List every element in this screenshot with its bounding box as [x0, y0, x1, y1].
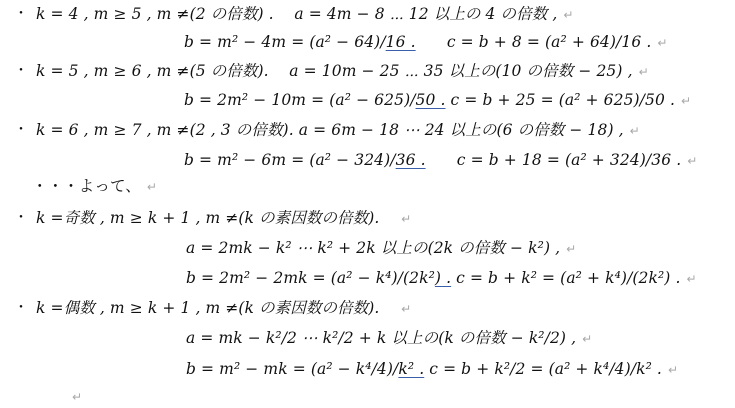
formula-text: k = 5 , m ≥ 6 , m ≠(5 の倍数). a = 10m − 25 ⋯ 35 以上の(10 の倍数 − 25) ,	[36, 62, 633, 80]
paragraph-mark: ↵	[146, 180, 158, 194]
formula-line-k-odd	[36, 208, 411, 229]
formula-line-k4-bc	[184, 32, 668, 53]
paragraph-mark: ↵	[686, 272, 697, 286]
formula-text: k =偶数 , m ≥ k + 1 , m ≠(k の素因数の倍数).	[36, 299, 396, 317]
formula-text: b = 2m² − 10m = (a² − 625)/	[184, 91, 416, 109]
paragraph-mark: ↵	[629, 124, 640, 138]
formula-line-k-odd-bc	[186, 268, 697, 289]
formula-line-k4	[36, 4, 574, 25]
formula-text: c = b + 8 = (a² + 64)/16 .	[415, 33, 652, 51]
formula-line-k-odd-a	[186, 238, 576, 259]
conclusion-text: ・・・よって、	[32, 177, 141, 195]
formula-line-k-even	[36, 298, 411, 319]
formula-text: c = b + k² = (a² + k⁴)/(2k²) .	[451, 269, 681, 287]
formula-line-k6-bc	[184, 150, 697, 171]
bullet: ・	[14, 6, 28, 22]
formula-text: k = 4 , m ≥ 5 , m ≠(2 の倍数) . a = 4m − 8 ⋯ 12 以上の 4 の倍数 ,	[36, 5, 558, 23]
underlined-term: 16 .	[385, 33, 416, 51]
formula-text: a = 2mk − k² ⋯ k² + 2k 以上の(2k の倍数 − k²) ,	[186, 239, 561, 257]
formula-text: k =奇数 , m ≥ k + 1 , m ≠(k の素因数の倍数).	[36, 209, 396, 227]
paragraph-mark: ↵	[566, 242, 577, 256]
bullet: ・	[14, 210, 28, 226]
formula-line-k5	[36, 61, 649, 82]
paragraph-mark: ↵	[401, 212, 412, 226]
underlined-term: 50 .	[415, 91, 446, 109]
bullet: ・	[14, 63, 28, 79]
underlined-term: ) .	[434, 269, 452, 287]
formula-line-k-even-bc	[186, 359, 678, 380]
paragraph-mark: ↵	[667, 363, 679, 377]
underlined-term: k² .	[398, 360, 425, 378]
formula-line-k-even-a	[186, 328, 592, 349]
paragraph-mark: ↵	[72, 390, 83, 404]
underlined-term: 36 .	[395, 151, 426, 169]
bullet: ・	[14, 122, 28, 138]
formula-text: c = b + k²/2 = (a² + k⁴/4)/k² .	[424, 360, 662, 378]
formula-text: b = m² − 4m = (a² − 64)/	[184, 33, 386, 51]
formula-text: b = 2m² − 2mk = (a² − k⁴)/(2k²	[186, 269, 435, 287]
formula-text: b = m² − mk = (a² − k⁴/4)/	[186, 360, 399, 378]
paragraph-mark: ↵	[563, 8, 574, 22]
formula-line-k5-bc	[184, 90, 691, 111]
formula-text: c = b + 25 = (a² + 625)/50 .	[445, 91, 675, 109]
paragraph-mark: ↵	[687, 154, 698, 168]
formula-text: a = mk − k²/2 ⋯ k²/2 + k 以上の(k の倍数 − k²/2) ,	[186, 329, 577, 347]
conclusion-line	[32, 176, 157, 197]
bullet: ・	[14, 300, 28, 316]
formula-text: k = 6 , m ≥ 7 , m ≠(2 , 3 の倍数). a = 6m − 18 ⋯ 24 以上の(6 の倍数 − 18) ,	[36, 121, 624, 139]
paragraph-mark: ↵	[582, 332, 593, 346]
formula-text: b = m² − 6m = (a² − 324)/	[184, 151, 396, 169]
paragraph-mark: ↵	[638, 65, 649, 79]
paragraph-mark: ↵	[657, 36, 668, 50]
paragraph-mark: ↵	[401, 302, 412, 316]
formula-text: c = b + 18 = (a² + 324)/36 .	[425, 151, 682, 169]
paragraph-mark: ↵	[680, 94, 692, 108]
formula-line-k6	[36, 120, 640, 141]
